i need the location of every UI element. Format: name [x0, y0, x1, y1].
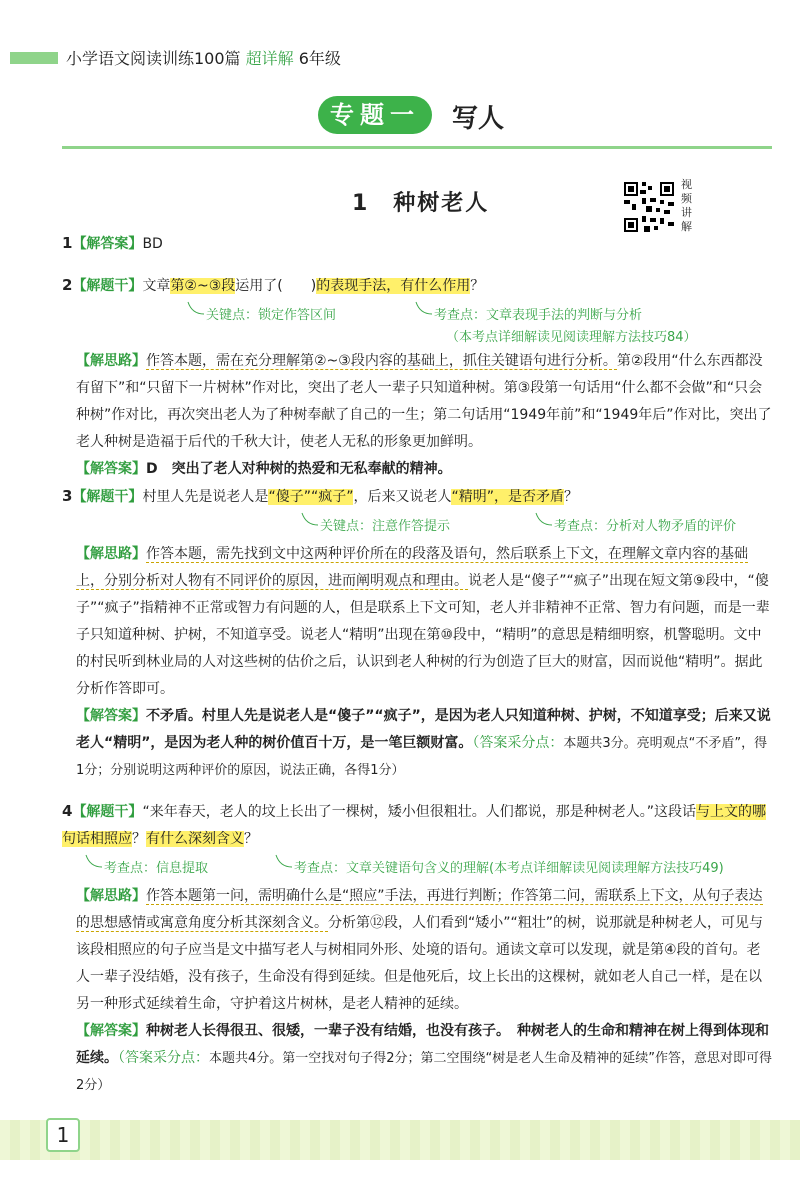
q4-answer-tag: 【解答案】 — [76, 1023, 146, 1039]
q3-answer-text: 不矛盾。村里人先是说老人是“傻子”“疯子”，是因为老人只知道种树、护树，不知道享受；后来又说老人“精明”，是因为老人种的树价值百十万，是一笔巨额财富。 — [76, 708, 771, 751]
series-accent: 超详解 — [245, 49, 294, 68]
q2-keypoint-note: 关键点：锁定作答区间 — [206, 308, 337, 323]
q2-answer — [62, 456, 774, 483]
q4-tag: 【解题干】 — [72, 804, 143, 820]
q2-highlight-1: 第②~③段 — [170, 278, 236, 294]
q3-exampoint-note: 考查点：分析对人物矛盾的评价 — [554, 519, 737, 534]
q3-highlight-1: “傻子”“疯子” — [268, 489, 354, 505]
q2-path-tag: 【解思路】 — [76, 353, 146, 369]
q3-score-text: 本题共3分。亮明观点“不矛盾”，得1分；分别说明这两种评价的原因，说法正确，各得1分） — [76, 736, 768, 778]
q3-score-tag: （答案采分点： — [472, 735, 564, 751]
q4-path-underlined: 作答本题第一问，需明确什么是“照应”手法，再进行判断；作答第二问，需联系上下文，从句子表达的思想感情或寓意角度分析其深刻含义。 — [76, 888, 763, 931]
q2-exampoint-note: 考查点：文章表现手法的判断与分析 — [434, 308, 643, 323]
q2-tag: 【解题干】 — [72, 278, 143, 294]
page-header — [0, 0, 800, 70]
q3-stem-b: ，后来又说老人 — [353, 489, 452, 505]
q3-answer — [62, 703, 774, 784]
q3-path-tag: 【解思路】 — [76, 546, 146, 562]
topic-badge: 专题一 — [318, 96, 432, 134]
q4-exampoint-note-2: 考查点：文章关键语句含义的理解(本考点详细解读见阅读理解方法技巧49) — [294, 861, 724, 876]
q1-answer: BD — [142, 236, 163, 252]
qr-code-icon[interactable] — [622, 180, 676, 234]
lesson-title: 1 种树老人 — [352, 191, 490, 216]
q4-path-tag: 【解思路】 — [76, 888, 146, 904]
q2-stem — [62, 272, 774, 300]
q3-annotations — [76, 511, 774, 541]
q4-answer-text: 种树老人长得很丑、很矮，一辈子没有结婚，也没有孩子。 种树老人的生命和精神在树上得到体现和延续。 — [76, 1023, 769, 1066]
page-number: 1 — [46, 1118, 80, 1152]
q2-reference-note: （本考点详细解读见阅读理解方法技巧84） — [446, 330, 697, 345]
q4-highlight-2: 有什么深刻含义 — [146, 831, 244, 847]
header-accent-bar — [10, 52, 58, 64]
q3-tag: 【解题干】 — [72, 489, 143, 505]
series-title: 小学语文阅读训练100篇 — [66, 49, 241, 68]
q4-stem — [62, 798, 774, 853]
q1-number: 1 — [62, 234, 73, 252]
q2-path — [62, 348, 774, 456]
q3-path-underlined: 作答本题，需先找到文中这两种评价所在的段落及语句，然后联系上下文，在理解文章内容的基础上，分别分析对人物有不同评价的原因，进而阐明观点和理由。 — [76, 546, 748, 589]
q1-tag: 【解答案】 — [72, 236, 143, 252]
q2-stem-c: ？ — [470, 278, 485, 294]
q3-stem-a: 村里人先是说老人是 — [142, 489, 269, 505]
q3-number: 3 — [62, 487, 73, 505]
header-text — [66, 46, 341, 69]
q2-answer-text: D 突出了老人对种树的热爱和无私奉献的精神。 — [146, 461, 452, 477]
q4-exampoint-note-1: 考查点：信息提取 — [104, 861, 209, 876]
q3-answer-tag: 【解答案】 — [76, 708, 146, 724]
q3-highlight-2: “精明”，是否矛盾 — [451, 489, 564, 505]
topic-name: 写人 — [452, 104, 505, 134]
q4-annotations — [76, 853, 774, 883]
q4-stem-b: ？ — [132, 831, 146, 847]
q3-path — [62, 541, 774, 703]
grade-label: 6年级 — [298, 49, 341, 68]
q2-annotations — [76, 300, 774, 348]
q2-path-text: 第②段用“什么东西都没有留下”和“只留下一片树林”作对比，突出了老人一辈子只知道种树。第③段第一句话用“什么都不会做”和“只会种树”作对比，再次突出老人为了种树奉献了自己的一生；第二句话用“1949年前”和“1949年后”作对比，突出了老人种树是造福于后代的千秋大计，使老人无私的形象更加鲜明。 — [76, 353, 772, 450]
q3-stem — [62, 483, 774, 511]
q4-path-text: 分析第⑫段，人们看到“矮小”“粗壮”的树，说那就是种树老人，可见与该段相照应的句子应当是文中描写老人与树相同外形、处境的语句。通读文章可以发现，就是第④段的首句。老人一辈子没结婚，没有孩子，生命没有得到延续。但是他死后，坟上长出的这棵树，就如老人自己一样，是在以另一种形式延续着生命，守护着这片树林，是老人精神的延续。 — [76, 915, 764, 1012]
q4-highlight-1: 与上文的哪句话相照应 — [62, 804, 766, 847]
q3-path-text: 说老人是“傻子”“疯子”出现在短文第⑨段中，“傻子”“疯子”指精神不正常或智力有问题的人，但是联系上下文可知，老人并非精神不正常、智力有问题，而是一辈子只知道种树、护树，不知道享受。说老人“精明”出现在第⑩段中，“精明”的意思是精细明察，机警聪明。文中的村民听到林业局的人对这些树的估价之后，认识到老人种树的行为创造了巨大的财富，因而说他“精明”。据此分析作答即可。 — [76, 573, 770, 697]
q4-score-text: 本题共4分。第一空找对句子得2分；第二空围绕“树是老人生命及精神的延续”作答，意思对即可得2分） — [76, 1051, 773, 1093]
q3-keypoint-note: 关键点：注意作答提示 — [320, 519, 451, 534]
q4-score-tag: （答案采分点： — [118, 1050, 209, 1066]
q4-stem-c: ？ — [244, 831, 258, 847]
q4-number: 4 — [62, 802, 73, 820]
q2-highlight-2: 的表现手法，有什么作用 — [316, 278, 471, 294]
q2-stem-a: 文章 — [142, 278, 171, 294]
q2-answer-tag: 【解答案】 — [76, 461, 146, 477]
q4-answer — [62, 1018, 774, 1099]
q4-stem-a: “来年春天，老人的坟上长出了一棵树，矮小但很粗壮。人们都说，那是种树老人。”这段话 — [142, 804, 696, 820]
answer-body — [62, 230, 774, 1099]
header-divider — [62, 146, 772, 149]
q1-block — [62, 230, 774, 258]
q2-path-underlined: 作答本题，需在充分理解第②~③段内容的基础上，抓住关键语句进行分析。 — [146, 353, 617, 369]
qr-video-label: 视频讲解 — [681, 178, 692, 233]
q2-number: 2 — [62, 276, 73, 294]
q3-stem-c: ？ — [563, 489, 578, 505]
q4-path — [62, 883, 774, 1018]
page-footer-band — [0, 1120, 800, 1160]
q2-stem-b: 运用了( ) — [235, 278, 317, 294]
